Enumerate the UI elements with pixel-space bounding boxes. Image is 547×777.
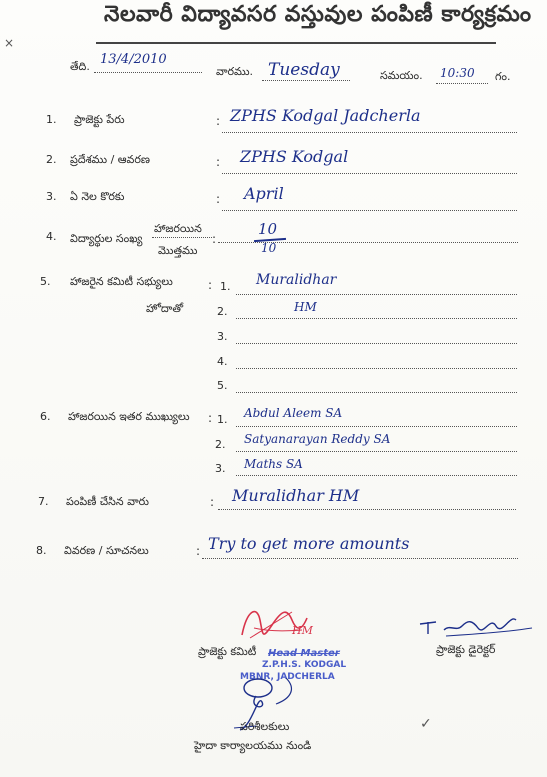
row-3-colon: : [216, 192, 221, 206]
row-7-number: 7. [38, 495, 49, 508]
committee-1-dots [236, 294, 517, 295]
row-4-sub-bottom: మొత్తము [158, 244, 198, 257]
other-3-value: Maths SA [244, 457, 303, 471]
committee-4-number: 4. [217, 355, 228, 368]
row-7-value: Muralidhar HM [232, 486, 360, 505]
row-4-sub-divider [152, 237, 212, 238]
row-4-value-top: 10 [258, 220, 278, 238]
row-5-number: 5. [40, 275, 51, 288]
row-3-value: April [244, 184, 284, 203]
row-5-colon: : [208, 278, 213, 292]
day-value: Tuesday [268, 60, 340, 80]
committee-1-number: 1. [220, 280, 231, 293]
office-label: హైదా కార్యాలయము నుండి [194, 739, 312, 752]
day-dots [262, 80, 350, 81]
director-label: ప్రాజెక్టు డైరెక్టర్ [436, 643, 496, 656]
committee-label: ప్రాజెక్టు కమిటీ [198, 645, 257, 658]
row-4-sub-top: హాజరయిన [154, 222, 202, 235]
row-2-colon: : [216, 155, 221, 169]
committee-3-number: 3. [217, 330, 228, 343]
row-4-dots [218, 242, 518, 243]
other-3-number: 3. [215, 462, 226, 475]
committee-3-dots [236, 343, 517, 344]
supervisor-label: పరిశీలకులు [240, 720, 290, 733]
row-5-label: హాజరైన కమిటీ సభ్యులు [70, 275, 173, 288]
committee-1-value: Muralidhar [256, 272, 337, 288]
other-3-dots [236, 475, 517, 476]
row-7-colon: : [210, 495, 215, 509]
other-2-number: 2. [215, 438, 226, 451]
time-suffix: గం. [495, 70, 511, 83]
row-8-dots [202, 558, 518, 559]
time-label: సమయం. [380, 69, 423, 82]
hm-note: HM [292, 624, 313, 637]
date-dots [94, 72, 202, 73]
row-7-dots [218, 509, 516, 510]
row-4-colon: : [212, 232, 217, 246]
row-8-number: 8. [36, 544, 47, 557]
row-6-colon: : [208, 411, 213, 425]
row-1-label: ప్రాజెక్టు పేరు [74, 113, 125, 126]
row-8-value: Try to get more amounts [208, 534, 410, 553]
row-2-label: ప్రదేశము / ఆవరణ [70, 153, 150, 166]
committee-2-number: 2. [217, 305, 228, 318]
tick-mark: ✓ [420, 716, 432, 732]
row-8-colon: : [196, 544, 201, 558]
row-3-label: ఏ నెల కొరకు [70, 190, 125, 203]
row-3-dots [222, 210, 517, 211]
row-6-number: 6. [40, 410, 51, 423]
day-label: వారము. [216, 65, 253, 78]
committee-5-number: 5. [217, 379, 228, 392]
date-value: 13/4/2010 [100, 52, 167, 67]
other-2-dots [236, 451, 517, 452]
row-1-colon: : [216, 114, 221, 128]
time-value: 10:30 [440, 66, 475, 80]
stamp-place: MBNR, JADCHERLA [240, 672, 335, 682]
row-2-dots [222, 173, 517, 174]
row-2-number: 2. [46, 153, 57, 166]
row-4-label: విద్యార్థుల సంఖ్య [70, 232, 143, 245]
stamp-head-master: Head Master [268, 648, 340, 659]
stamp-school: Z.P.H.S. KODGAL [262, 660, 347, 670]
row-3-number: 3. [46, 190, 57, 203]
committee-4-dots [236, 368, 517, 369]
other-1-number: 1. [217, 413, 228, 426]
other-1-dots [236, 426, 517, 427]
row-1-dots [222, 132, 517, 133]
title-underline [96, 42, 496, 44]
other-2-value: Satyanarayan Reddy SA [244, 432, 391, 446]
other-1-value: Abdul Aleem SA [244, 406, 343, 420]
row-5-label-2: హోదాతో [146, 302, 184, 315]
row-1-number: 1. [46, 113, 57, 126]
committee-2-dots [236, 318, 517, 319]
row-2-value: ZPHS Kodgal [240, 147, 349, 166]
row-8-label: వివరణ / సూచనలు [64, 544, 149, 557]
row-4-value-bottom: 10 [261, 241, 277, 255]
time-dots [436, 83, 488, 84]
row-6-label: హాజరయిన ఇతర ముఖ్యులు [68, 410, 190, 423]
committee-5-dots [236, 392, 517, 393]
row-1-value: ZPHS Kodgal Jadcherla [230, 106, 421, 125]
committee-2-value: HM [294, 300, 317, 314]
row-4-number: 4. [46, 230, 57, 243]
corner-mark: × [4, 36, 15, 50]
date-label: తేది. [70, 60, 90, 73]
row-7-label: పంపిణీ చేసిన వారు [66, 495, 149, 508]
form-title: నెలవారీ విద్యావసర వస్తువుల పంపిణీ కార్యక్రమం [104, 2, 532, 27]
